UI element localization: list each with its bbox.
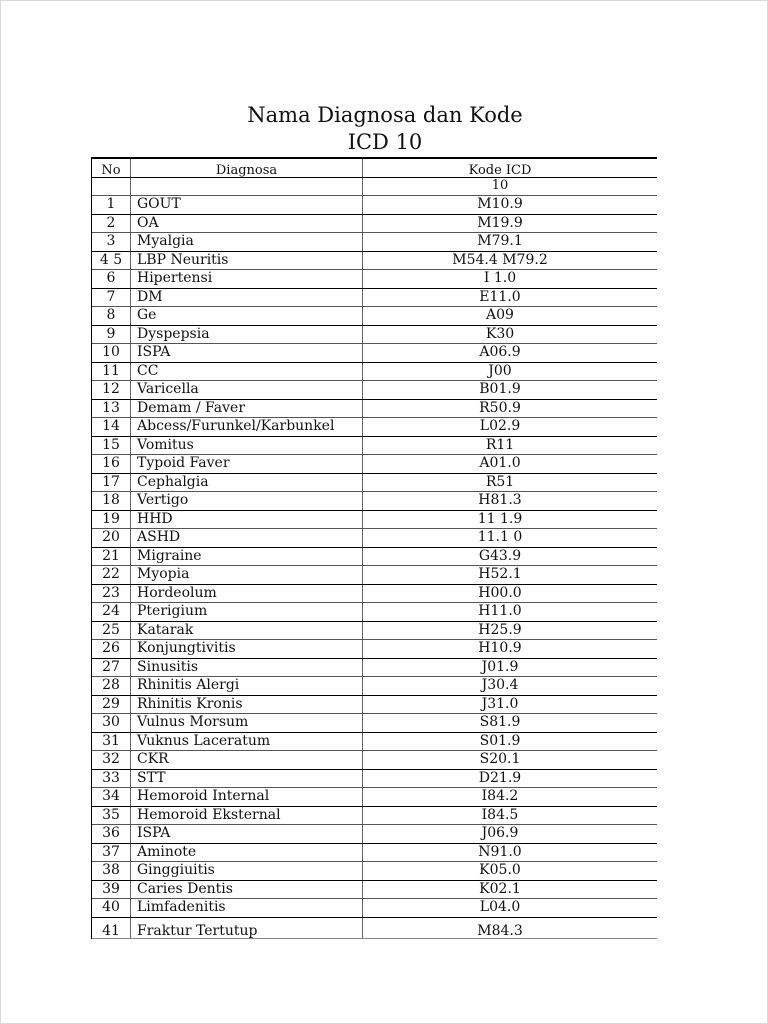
- row-kode-icd: A06.9: [479, 344, 521, 360]
- row-kode-icd: L04.0: [479, 899, 521, 915]
- row-no: 11: [92, 363, 131, 381]
- row-no: 14: [92, 418, 131, 436]
- row-no: 15: [92, 437, 131, 455]
- header-no: No: [92, 159, 131, 177]
- row-kode-icd: R50.9: [479, 399, 521, 416]
- header-kode-icd: Kode ICD: [468, 163, 532, 177]
- table-row: [92, 418, 657, 437]
- row-diagnosa: Vuknus Laceratum: [131, 733, 363, 751]
- row-no: 16: [92, 455, 131, 473]
- row-no: 13: [92, 400, 131, 418]
- row-no: 20: [92, 529, 131, 547]
- row-diagnosa: Katarak: [131, 622, 363, 640]
- header-diagnosa-cont: [131, 178, 363, 196]
- title-line-2: ICD 10: [347, 130, 423, 154]
- row-no: 10: [92, 344, 131, 362]
- row-kode-icd: J31.0: [481, 695, 519, 712]
- table-row: [92, 270, 657, 289]
- table-row: [92, 566, 657, 585]
- table-row: [92, 455, 657, 474]
- table-row: [92, 844, 657, 863]
- row-kode-icd: R11: [485, 436, 515, 453]
- table-row: [92, 899, 657, 918]
- row-no: 34: [92, 788, 131, 806]
- row-no: 31: [92, 733, 131, 751]
- table-row: [92, 918, 657, 939]
- row-diagnosa: Migraine: [131, 548, 363, 566]
- row-diagnosa: HHD: [131, 511, 363, 529]
- row-diagnosa: ASHD: [131, 529, 363, 547]
- table-row: [92, 622, 657, 641]
- row-diagnosa: Cephalgia: [131, 474, 363, 492]
- row-no: 38: [92, 862, 131, 880]
- table-row: [92, 788, 657, 807]
- table-row: [92, 437, 657, 456]
- row-diagnosa: Typoid Faver: [131, 455, 363, 473]
- table-row: [92, 252, 657, 271]
- row-diagnosa: OA: [131, 215, 363, 233]
- table-row: [92, 825, 657, 844]
- table-row: [92, 289, 657, 308]
- row-kode-icd: I84.5: [481, 806, 519, 823]
- row-no: 40: [92, 899, 131, 917]
- row-kode-icd: H25.9: [478, 621, 522, 638]
- row-diagnosa: Limfadenitis: [131, 899, 363, 917]
- row-kode-icd: H52.1: [478, 566, 522, 582]
- row-no: 37: [92, 844, 131, 862]
- table-row: [92, 548, 657, 567]
- row-kode-icd: H81.3: [478, 492, 522, 508]
- row-diagnosa: STT: [131, 770, 363, 788]
- row-no: 30: [92, 714, 131, 732]
- row-no: 8: [92, 307, 131, 325]
- row-diagnosa: DM: [131, 289, 363, 307]
- row-kode-icd: S20.1: [479, 751, 521, 767]
- table-row: [92, 862, 657, 881]
- row-no: 17: [92, 474, 131, 492]
- row-kode-icd: 11.1 0: [477, 529, 523, 545]
- title-line-1: Nama Diagnosa dan Kode: [247, 103, 523, 127]
- row-kode-icd: M54.4 M79.2: [452, 251, 548, 268]
- row-kode-icd: B01.9: [479, 381, 521, 397]
- table-row: [92, 529, 657, 548]
- row-no: 12: [92, 381, 131, 399]
- row-no: 6: [92, 270, 131, 288]
- row-diagnosa: Aminote: [131, 844, 363, 862]
- row-no: 28: [92, 677, 131, 695]
- table-row: [92, 363, 657, 382]
- table-row: [92, 492, 657, 511]
- table-row: [92, 344, 657, 363]
- row-kode-icd: I 1.0: [483, 270, 517, 286]
- row-kode-icd: R51: [485, 473, 515, 490]
- row-kode-icd: J06.9: [481, 825, 519, 841]
- row-diagnosa: Demam / Faver: [131, 400, 363, 418]
- table-row: [92, 511, 657, 530]
- row-no: 18: [92, 492, 131, 510]
- row-no: 4 5: [92, 252, 131, 270]
- row-kode-icd: K30: [485, 325, 515, 342]
- row-kode-icd: K05.0: [479, 862, 521, 878]
- row-kode-icd: N91.0: [478, 843, 522, 860]
- table-row: [92, 807, 657, 826]
- row-no: 9: [92, 326, 131, 344]
- row-diagnosa: Hemoroid Internal: [131, 788, 363, 806]
- row-kode-icd: M84.3: [477, 922, 523, 938]
- row-kode-icd: J01.9: [481, 658, 519, 675]
- row-diagnosa: Konjungtivitis: [131, 640, 363, 658]
- row-diagnosa: Hipertensi: [131, 270, 363, 288]
- table-row: [92, 640, 657, 659]
- row-kode-icd: I84.2: [481, 788, 519, 804]
- row-diagnosa: Vomitus: [131, 437, 363, 455]
- table-row: [92, 770, 657, 789]
- table-row: [92, 659, 657, 678]
- row-no: 23: [92, 585, 131, 603]
- row-diagnosa: Rhinitis Alergi: [131, 677, 363, 695]
- row-no: 21: [92, 548, 131, 566]
- row-diagnosa: Dyspepsia: [131, 326, 363, 344]
- row-diagnosa: CC: [131, 363, 363, 381]
- row-kode-icd: M19.9: [477, 214, 523, 231]
- row-diagnosa: Rhinitis Kronis: [131, 696, 363, 714]
- row-diagnosa: Hordeolum: [131, 585, 363, 603]
- row-no: 3: [92, 233, 131, 251]
- table-row: [92, 400, 657, 419]
- row-diagnosa: Hemoroid Eksternal: [131, 807, 363, 825]
- table-row: [92, 881, 657, 900]
- row-kode-icd: H11.0: [478, 603, 522, 619]
- row-diagnosa: Ginggiuitis: [131, 862, 363, 880]
- row-diagnosa: CKR: [131, 751, 363, 769]
- row-kode-icd: E11.0: [479, 288, 521, 305]
- row-no: 33: [92, 770, 131, 788]
- table-row: [92, 196, 657, 215]
- row-kode-icd: K02.1: [479, 880, 521, 897]
- table-row: [92, 585, 657, 604]
- table-body: [92, 196, 657, 939]
- row-kode-icd: J30.4: [481, 677, 519, 693]
- row-diagnosa: LBP Neuritis: [131, 252, 363, 270]
- row-kode-icd: S01.9: [479, 732, 521, 749]
- header-no-cont: [92, 178, 131, 196]
- table-row: [92, 233, 657, 252]
- row-kode-icd: A09: [486, 307, 514, 323]
- table-row: [92, 474, 657, 493]
- row-no: 39: [92, 881, 131, 899]
- row-no: 29: [92, 696, 131, 714]
- row-no: 19: [92, 511, 131, 529]
- row-diagnosa: Pterigium: [131, 603, 363, 621]
- table-header-row-2: [92, 178, 657, 197]
- row-diagnosa: Myalgia: [131, 233, 363, 251]
- document-title: [90, 102, 680, 156]
- row-diagnosa: ISPA: [131, 344, 363, 362]
- row-kode-icd: D21.9: [478, 769, 522, 786]
- row-kode-icd: G43.9: [478, 547, 522, 564]
- table-row: [92, 714, 657, 733]
- row-kode-icd: L02.9: [479, 418, 521, 434]
- row-kode-icd: A01.0: [479, 455, 521, 471]
- table-row: [92, 677, 657, 696]
- icd-table: [91, 157, 657, 939]
- row-diagnosa: Ge: [131, 307, 363, 325]
- row-diagnosa: Vulnus Morsum: [131, 714, 363, 732]
- row-diagnosa: Caries Dentis: [131, 881, 363, 899]
- row-diagnosa: Abcess/Furunkel/Karbunkel: [131, 418, 363, 436]
- table-row: [92, 326, 657, 345]
- table-row: [92, 696, 657, 715]
- table-row: [92, 603, 657, 622]
- row-diagnosa: Sinusitis: [131, 659, 363, 677]
- row-diagnosa: Myopia: [131, 566, 363, 584]
- row-no: 32: [92, 751, 131, 769]
- row-diagnosa: Varicella: [131, 381, 363, 399]
- row-no: 22: [92, 566, 131, 584]
- row-no: 2: [92, 215, 131, 233]
- table-row: [92, 307, 657, 326]
- row-no: 7: [92, 289, 131, 307]
- header-diagnosa: Diagnosa: [131, 159, 363, 177]
- row-kode-icd: H00.0: [478, 584, 522, 601]
- row-no: 35: [92, 807, 131, 825]
- row-no: 26: [92, 640, 131, 658]
- row-no: 36: [92, 825, 131, 843]
- row-diagnosa: ISPA: [131, 825, 363, 843]
- row-kode-icd: 11 1.9: [477, 510, 523, 527]
- table-row: [92, 733, 657, 752]
- table-header-row: [92, 159, 657, 178]
- row-kode-icd: H10.9: [478, 640, 522, 656]
- row-no: 27: [92, 659, 131, 677]
- row-diagnosa: Vertigo: [131, 492, 363, 510]
- row-no: 1: [92, 196, 131, 214]
- row-kode-icd: S81.9: [479, 714, 521, 730]
- row-kode-icd: M79.1: [477, 233, 523, 249]
- row-no: 41: [92, 918, 131, 938]
- table-row: [92, 215, 657, 234]
- header-kode-icd-10: 10: [491, 177, 509, 193]
- row-kode-icd: M10.9: [477, 196, 523, 212]
- row-diagnosa: GOUT: [131, 196, 363, 214]
- table-row: [92, 381, 657, 400]
- row-kode-icd: J00: [488, 362, 512, 379]
- table-row: [92, 751, 657, 770]
- row-no: 24: [92, 603, 131, 621]
- row-no: 25: [92, 622, 131, 640]
- row-diagnosa: Fraktur Tertutup: [131, 918, 363, 938]
